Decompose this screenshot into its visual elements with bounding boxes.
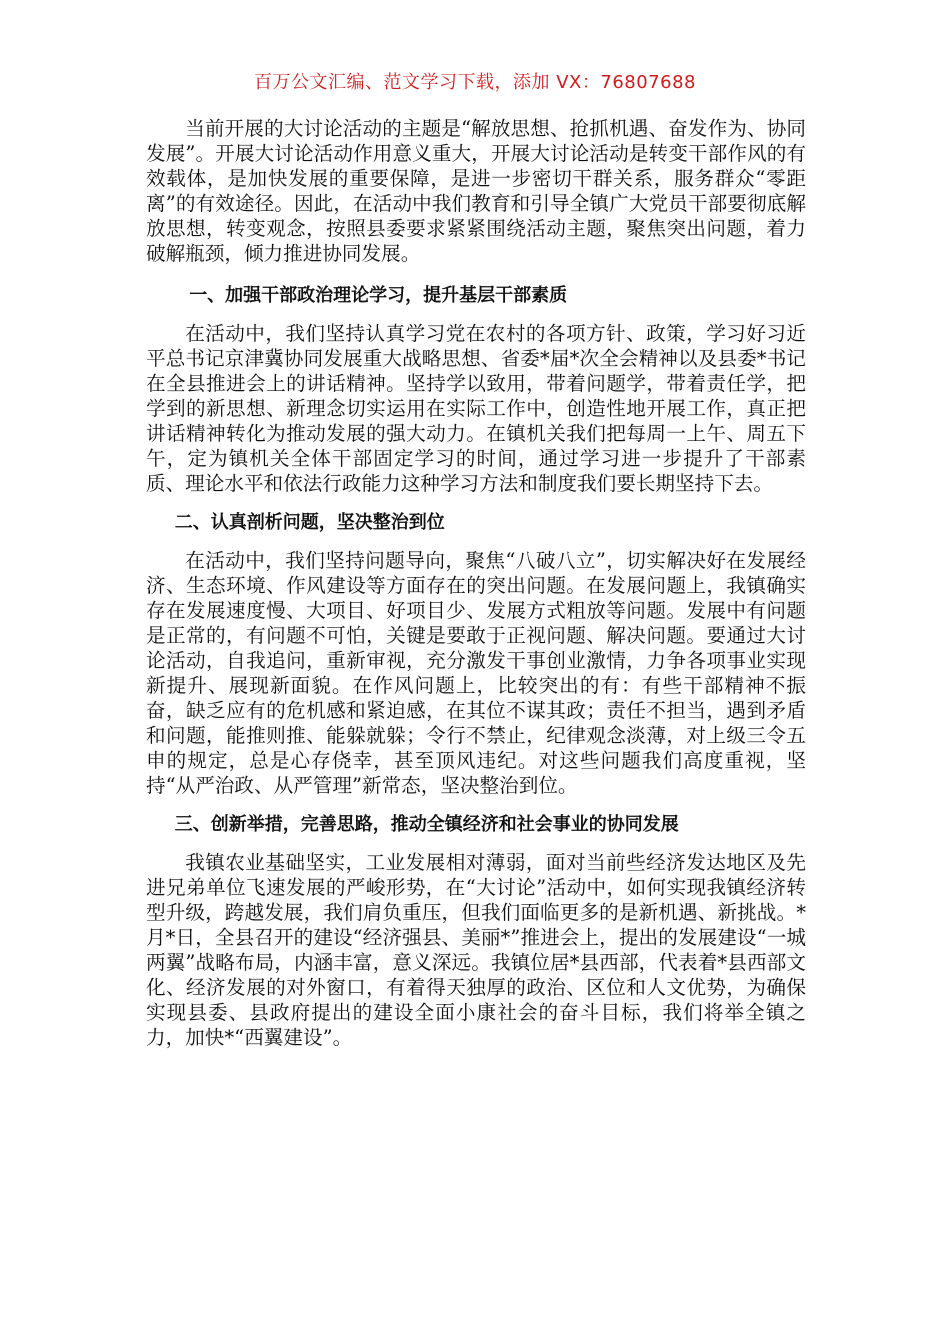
page-header-watermark: 百万公文汇编、范文学习下载，添加 VX：76807688: [254, 72, 696, 93]
section-2-heading: 二、认真剖析问题，坚决整治到位: [174, 512, 445, 533]
section-2-paragraph: 在活动中，我们坚持问题导向，聚焦“八破八立”，切实解决好在发展经济、生态环境、作风建设等方面存在的突出问题。在发展问题上，我镇确实存在发展速度慢、大项目、好项目少、发展方式粗放等问题。发展中有问题是正常的，有问题不可怕，关键是要敢于正视问题、解决问题。要通过大讨论活动，自我追问，重新审视，充分激发干事创业激情，力争各项事业实现新提升、展现新面貌。在作风问题上，比较突出的有：有些干部精神不振奋，缺乏应有的危机感和紧迫感，在其位不谋其政；责任不担当，遇到矛盾和问题，能推则推、能躲就躲；令行不禁止，纪律观念淡薄，对上级三令五申的规定，总是心存侥幸，甚至顶风违纪。对这些问题我们高度重视，坚持“从严治政、从严管理”新常态，坚决整治到位。: [146, 549, 806, 797]
intro-paragraph: 当前开展的大讨论活动的主题是“解放思想、抢抓机遇、奋发作为、协同发展”。开展大讨论活动作用意义重大，开展大讨论活动是转变干部作风的有效载体，是加快发展的重要保障，是进一步密切干群关系，服务群众“零距离”的有效途径。因此，在活动中我们教育和引导全镇广大党员干部要彻底解放思想，转变观念，按照县委要求紧紧围绕活动主题，聚焦突出问题，着力破解瓶颈，倾力推进协同发展。: [146, 117, 806, 265]
document-body: [146, 116, 806, 1050]
section-1-paragraph: 在活动中，我们坚持认真学习党在农村的各项方针、政策，学习好习近平总书记京津冀协同发展重大战略思想、省委*届*次全会精神以及县委*书记在全县推进会上的讲话精神。坚持学以致用，带着问题学，带着责任学，把学到的新思想、新理念切实运用在实际工作中，创造性地开展工作，真正把讲话精神转化为推动发展的强大动力。在镇机关我们把每周一上午、周五下午，定为镇机关全体干部固定学习的时间，通过学习进一步提升了干部素质、理论水平和依法行政能力这种学习方法和制度我们要长期坚持下去。: [146, 322, 806, 495]
section-1-heading: 一、加强干部政治理论学习，提升基层干部素质: [189, 285, 568, 306]
section-3-paragraph: 我镇农业基础坚实，工业发展相对薄弱，面对当前些经济发达地区及先进兄弟单位飞速发展的严峻形势，在“大讨论”活动中，如何实现我镇经济转型升级，跨越发展，我们肩负重压，但我们面临更多的是新机遇、新挑战。*月*日，全县召开的建设“经济强县、美丽*”推进会上，提出的发展建设“一城两翼”战略布局，内涵丰富，意义深远。我镇位居*县西部，代表着*县西部文化、经济发展的对外窗口，有着得天独厚的政治、区位和人文优势，为确保实现县委、县政府提出的建设全面小康社会的奋斗目标，我们将举全镇之力，加快*“西翼建设”。: [146, 851, 806, 1049]
section-3-heading: 三、创新举措，完善思路，推动全镇经济和社会事业的协同发展: [174, 814, 679, 835]
